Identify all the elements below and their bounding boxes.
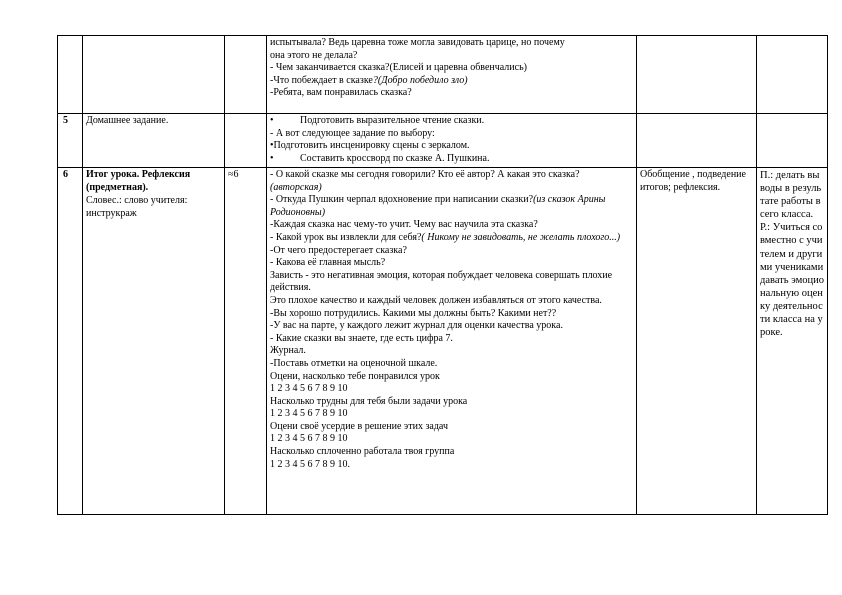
content-line: -Вы хорошо потрудились. Какими мы должны быть? Какими нет?? <box>270 307 557 319</box>
cell-content <box>267 36 637 114</box>
rating-scale: 1 2 3 4 5 6 7 8 9 10 <box>270 383 348 395</box>
cell-outcomes <box>757 114 828 168</box>
content-line: - Какой урок вы извлекли для себя?( Никому не завидовать, не желать плохого...) <box>270 231 621 243</box>
content-line: Насколько трудны для тебя были задачи урока <box>270 395 468 407</box>
content-line: Это плохое качество и каждый человек должен избавляться от этого качества. <box>270 294 602 306</box>
cell-outcomes <box>757 36 828 114</box>
content-line: - Какие сказки вы знаете, где есть цифра 7. <box>270 332 453 344</box>
stage-title: Домашнее задание. <box>83 114 225 168</box>
content-line: -Каждая сказка нас чему-то учит. Чему вас научила эта сказка? <box>270 219 538 231</box>
table-row <box>58 168 828 515</box>
content-line: Насколько сплоченно работала твоя группа <box>270 446 455 458</box>
cell-activity <box>637 36 757 114</box>
row-number: 6 <box>58 168 83 515</box>
row-number: 5 <box>58 114 83 168</box>
content-line: -От чего предостерегает сказка? <box>270 244 407 256</box>
rating-scale: 1 2 3 4 5 6 7 8 9 10. <box>270 458 350 470</box>
content-line: Оцени, насколько тебе понравился урок <box>270 370 440 382</box>
lesson-plan-table <box>57 35 828 515</box>
content-line: -Поставь отметки на оценочной шкале. <box>270 357 438 369</box>
content-line: -У вас на парте, у каждого лежит журнал для оценки качества урока. <box>270 320 563 332</box>
content-line: - Откуда Пушкин черпал вдохновение при написании сказки?(из сказок Арины Родионовны) <box>270 194 606 218</box>
content-line: Зависть - это негативная эмоция, которая побуждает человека совершать плохие действия. <box>270 269 613 294</box>
content-line: - О какой сказке мы сегодня говорили? Кто её автор? А какая это сказка? (авторская) <box>270 169 580 193</box>
time-estimate: ≈6 <box>225 168 267 515</box>
learning-outcomes: П.: делать выводы в результате работы всего класса. Р.: Учиться совместно с учителем и другими учениками давать эмоциональную оценку деятельности класса на уроке. <box>757 168 828 515</box>
content-line: - Какова её главная мысль? <box>270 257 386 269</box>
cell-activity <box>637 114 757 168</box>
content-line: - Чем заканчивается сказка?(Елисей и царевна обвенчались) <box>270 62 527 74</box>
cell-stage <box>83 36 225 114</box>
cell-number <box>58 36 83 114</box>
cell-content <box>267 114 637 168</box>
content-line: -Ребята, вам понравилась сказка? <box>270 87 412 99</box>
content-line: • Подготовить выразительное чтение сказки. <box>270 115 485 126</box>
stage-title: Итог урока. Рефлексия (предметная). <box>86 169 191 193</box>
content-line: •Подготовить инсценировку сцены с зеркалом. <box>270 140 470 152</box>
cell-time <box>225 36 267 114</box>
content-line: Журнал. <box>270 345 306 357</box>
cell-content <box>267 168 637 515</box>
cell-stage <box>83 168 225 515</box>
activity-description: Обобщение , подведение итогов; рефлексия. <box>637 168 757 515</box>
rating-scale: 1 2 3 4 5 6 7 8 9 10 <box>270 408 348 420</box>
content-line: Оцени своё усердие в решение этих задач <box>270 420 448 432</box>
content-line: • Составить кроссворд по сказке А. Пушкина. <box>270 152 490 164</box>
content-line: - А вот следующее задание по выбору: <box>270 127 435 139</box>
content-line: -Что побеждает в сказке?(Добро победило зло) <box>270 74 468 86</box>
cell-time <box>225 114 267 168</box>
stage-method: Словес.: слово учителя: инструкраж <box>86 195 188 219</box>
table-row <box>58 36 828 114</box>
rating-scale: 1 2 3 4 5 6 7 8 9 10 <box>270 433 348 445</box>
content-line: испытывала? Ведь царевна тоже могла завидовать царице, но почему <box>270 37 565 48</box>
content-line: она этого не делала? <box>270 49 358 61</box>
table-row <box>58 114 828 168</box>
